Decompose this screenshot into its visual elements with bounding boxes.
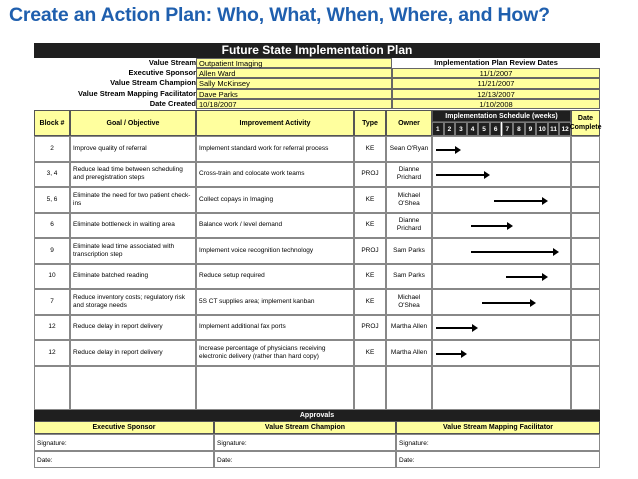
- approvals-section: [34, 421, 600, 468]
- schedule-arrow: [482, 302, 531, 304]
- block-cell: [34, 366, 70, 411]
- type-cell: PROJ: [354, 238, 386, 264]
- schedule-arrow: [471, 251, 555, 253]
- goal-cell: Reduce delay in report delivery: [70, 340, 196, 366]
- block-cell: 9: [34, 238, 70, 264]
- schedule-arrow: [436, 353, 462, 355]
- table-row: [34, 289, 600, 315]
- header-date-complete: Date Complete: [571, 110, 600, 136]
- block-cell: 10: [34, 264, 70, 290]
- activity-cell: 5S CT supplies area; implement kanban: [196, 289, 354, 315]
- schedule-cell: [432, 136, 571, 162]
- activity-cell: Reduce setup required: [196, 264, 354, 290]
- activity-cell: Increase percentage of physicians receiving electronic delivery (rather than hard copy): [196, 340, 354, 366]
- schedule-cell: [432, 213, 571, 239]
- signature-field[interactable]: Signature:: [214, 434, 396, 451]
- date-complete-cell: [571, 213, 600, 239]
- header-week: 6: [490, 122, 502, 136]
- header-week: 4: [467, 122, 479, 136]
- review-date-field[interactable]: 11/21/2007: [392, 78, 600, 88]
- type-cell: [354, 366, 386, 411]
- table-row: [34, 213, 600, 239]
- type-cell: KE: [354, 264, 386, 290]
- info-label: Executive Sponsor: [128, 68, 196, 78]
- owner-cell: [386, 366, 432, 411]
- activity-cell: Implement voice recognition technology: [196, 238, 354, 264]
- date-field[interactable]: Date:: [34, 451, 214, 468]
- table-row: [34, 136, 600, 162]
- header-week: 8: [513, 122, 525, 136]
- block-cell: 12: [34, 315, 70, 341]
- date-field[interactable]: Date:: [214, 451, 396, 468]
- date-complete-cell: [571, 366, 600, 411]
- approval-role: Value Stream Champion: [214, 421, 396, 434]
- table-row: [34, 366, 600, 411]
- type-cell: KE: [354, 213, 386, 239]
- table-row: [34, 238, 600, 264]
- schedule-cell: [432, 315, 571, 341]
- date-complete-cell: [571, 264, 600, 290]
- activity-cell: Implement additional fax ports: [196, 315, 354, 341]
- approvals-title: Approvals: [34, 410, 600, 421]
- block-cell: 5, 6: [34, 187, 70, 213]
- owner-cell: Martha Allen: [386, 315, 432, 341]
- owner-cell: Michael O'Shea: [386, 187, 432, 213]
- type-cell: KE: [354, 187, 386, 213]
- info-value-field[interactable]: Dave Parks: [196, 89, 392, 99]
- table-row: [34, 340, 600, 366]
- header-week: 7: [502, 122, 514, 136]
- table-row: [34, 315, 600, 341]
- schedule-cell: [432, 264, 571, 290]
- info-value-field[interactable]: 10/18/2007: [196, 99, 392, 109]
- table-row: [34, 264, 600, 290]
- table-body: [34, 136, 600, 410]
- goal-cell: [70, 366, 196, 411]
- activity-cell: Collect copays in Imaging: [196, 187, 354, 213]
- goal-cell: Eliminate batched reading: [70, 264, 196, 290]
- goal-cell: Reduce lead time between scheduling and preregistration steps: [70, 162, 196, 188]
- schedule-cell: [432, 366, 571, 411]
- header-activity: Improvement Activity: [196, 110, 354, 136]
- header-week: 9: [525, 122, 537, 136]
- info-label: Value Stream Mapping Facilitator: [78, 88, 196, 98]
- schedule-cell: [432, 340, 571, 366]
- date-complete-cell: [571, 315, 600, 341]
- block-cell: 3, 4: [34, 162, 70, 188]
- activity-cell: Implement standard work for referral process: [196, 136, 354, 162]
- schedule-arrow: [436, 174, 485, 176]
- date-field[interactable]: Date:: [396, 451, 600, 468]
- info-label: Value Stream: [148, 58, 196, 67]
- schedule-arrow: [436, 327, 473, 329]
- header-type: Type: [354, 110, 386, 136]
- review-date-field[interactable]: 12/13/2007: [392, 89, 600, 99]
- goal-cell: Reduce delay in report delivery: [70, 315, 196, 341]
- goal-cell: Improve quality of referral: [70, 136, 196, 162]
- approval-role: Executive Sponsor: [34, 421, 214, 434]
- header-week: 12: [559, 122, 571, 136]
- header-week: 1: [432, 122, 444, 136]
- owner-cell: Martha Allen: [386, 340, 432, 366]
- schedule-cell: [432, 289, 571, 315]
- info-label: Date Created: [149, 98, 196, 108]
- header-owner: Owner: [386, 110, 432, 136]
- table-row: [34, 187, 600, 213]
- date-complete-cell: [571, 187, 600, 213]
- header-block: Block #: [34, 110, 70, 136]
- date-complete-cell: [571, 340, 600, 366]
- schedule-arrow: [471, 225, 508, 227]
- owner-cell: Dianne Prichard: [386, 213, 432, 239]
- approval-role: Value Stream Mapping Facilitator: [396, 421, 600, 434]
- type-cell: PROJ: [354, 315, 386, 341]
- table-header: [34, 110, 600, 136]
- date-complete-cell: [571, 136, 600, 162]
- info-value-field[interactable]: Allen Ward: [196, 68, 392, 78]
- goal-cell: Eliminate bottleneck in waiting area: [70, 213, 196, 239]
- header-week: 5: [478, 122, 490, 136]
- owner-cell: Michael O'Shea: [386, 289, 432, 315]
- date-complete-cell: [571, 162, 600, 188]
- implementation-plan-form: [34, 43, 600, 468]
- schedule-arrow: [436, 149, 456, 151]
- block-cell: 12: [34, 340, 70, 366]
- page-title: Create an Action Plan: Who, What, When, Where, and How?: [9, 4, 550, 26]
- owner-cell: Sean O'Ryan: [386, 136, 432, 162]
- plan-info: [34, 58, 600, 110]
- type-cell: KE: [354, 340, 386, 366]
- goal-cell: Eliminate the need for two patient check-ins: [70, 187, 196, 213]
- header-week: 2: [444, 122, 456, 136]
- block-cell: 7: [34, 289, 70, 315]
- block-cell: 2: [34, 136, 70, 162]
- goal-cell: Reduce inventory costs; regulatory risk and storage needs: [70, 289, 196, 315]
- signature-field[interactable]: Signature:: [396, 434, 600, 451]
- table-row: [34, 162, 600, 188]
- signature-field[interactable]: Signature:: [34, 434, 214, 451]
- header-goal: Goal / Objective: [70, 110, 196, 136]
- review-dates-title: Implementation Plan Review Dates: [434, 58, 558, 67]
- schedule-cell: [432, 162, 571, 188]
- schedule-arrow: [494, 200, 543, 202]
- type-cell: PROJ: [354, 162, 386, 188]
- header-week: 3: [455, 122, 467, 136]
- info-value-field[interactable]: Sally McKinsey: [196, 78, 392, 88]
- info-label: Value Stream Champion: [110, 78, 196, 88]
- header-schedule: Implementation Schedule (weeks): [432, 110, 571, 122]
- activity-cell: Balance work / level demand: [196, 213, 354, 239]
- info-value-field[interactable]: Outpatient Imaging: [196, 58, 392, 68]
- header-week: 10: [536, 122, 548, 136]
- schedule-arrow: [506, 276, 543, 278]
- type-cell: KE: [354, 289, 386, 315]
- type-cell: KE: [354, 136, 386, 162]
- goal-cell: Eliminate lead time associated with transcription step: [70, 238, 196, 264]
- owner-cell: Sam Parks: [386, 238, 432, 264]
- header-week: 11: [548, 122, 560, 136]
- schedule-cell: [432, 238, 571, 264]
- owner-cell: Sam Parks: [386, 264, 432, 290]
- activity-cell: [196, 366, 354, 411]
- schedule-cell: [432, 187, 571, 213]
- date-complete-cell: [571, 289, 600, 315]
- activity-cell: Cross-train and colocate work teams: [196, 162, 354, 188]
- review-date-field[interactable]: 11/1/2007: [392, 68, 600, 78]
- date-complete-cell: [571, 238, 600, 264]
- review-date-field[interactable]: 1/10/2008: [392, 99, 600, 109]
- plan-title: Future State Implementation Plan: [34, 43, 600, 58]
- owner-cell: Dianne Prichard: [386, 162, 432, 188]
- block-cell: 6: [34, 213, 70, 239]
